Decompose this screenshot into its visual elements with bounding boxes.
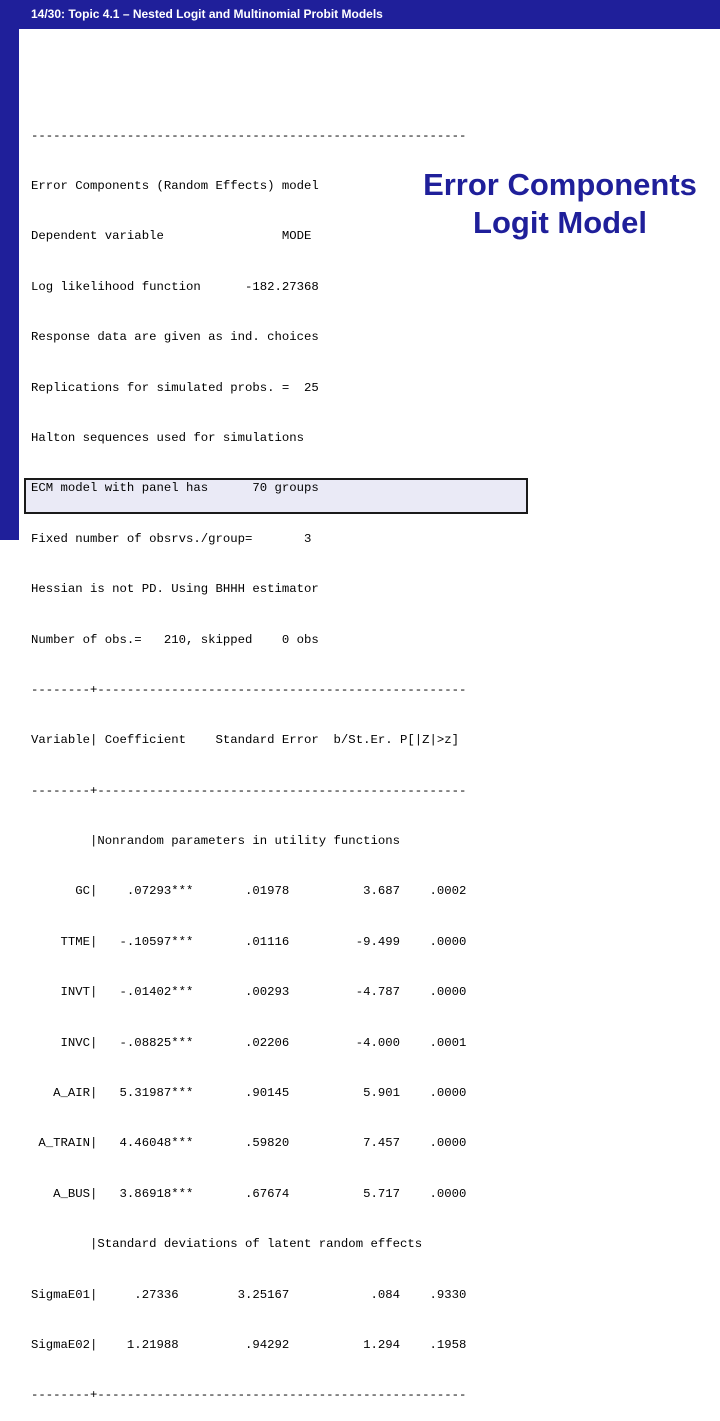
- output-line-response: Response data are given as ind. choices: [31, 330, 319, 345]
- slide-title-line-1: Error Components: [423, 167, 697, 202]
- table-row: A_BUS| 3.86918*** .67674 5.717 .0000: [31, 1186, 467, 1201]
- output-line-loglik: Log likelihood function -182.27368: [31, 279, 319, 294]
- output-line-nobs: Number of obs.= 210, skipped 0 obs: [31, 632, 319, 647]
- output-line-dependent: Dependent variable MODE: [31, 229, 312, 244]
- left-accent-bar: [0, 0, 19, 540]
- table-row: INVT| -.01402*** .00293 -4.787 .0000: [31, 985, 467, 1000]
- output-line-rule: --------+--------------------------------------------------: [31, 682, 467, 697]
- output-section-nonrandom: |Nonrandom parameters in utility functions: [31, 834, 400, 849]
- table-row-sigma-e02: SigmaE02| 1.21988 .94292 1.294 .1958: [31, 1337, 467, 1352]
- output-line-model-title: Error Components (Random Effects) model: [31, 178, 319, 193]
- output-table-header: Variable| Coefficient Standard Error b/St.Er. P[|Z|>z]: [31, 733, 460, 748]
- output-line-halton: Halton sequences used for simulations: [31, 430, 305, 445]
- slide-header: 14/30: Topic 4.1 – Nested Logit and Multinomial Probit Models: [31, 7, 383, 21]
- output-line-hessian: Hessian is not PD. Using BHHH estimator: [31, 582, 319, 597]
- table-row: A_AIR| 5.31987*** .90145 5.901 .0000: [31, 1086, 467, 1101]
- output-line-rule: --------+--------------------------------------------------: [31, 783, 467, 798]
- slide-title: [410, 166, 710, 242]
- table-row: TTME| -.10597*** .01116 -9.499 .0000: [31, 934, 467, 949]
- output-line-groups: ECM model with panel has 70 groups: [31, 481, 319, 496]
- table-row-sigma-e01: SigmaE01| .27336 3.25167 .084 .9330: [31, 1287, 467, 1302]
- model-output: [31, 94, 466, 1421]
- output-line-rule: -----------------------------------------------------------: [31, 128, 467, 143]
- table-row: GC| .07293*** .01978 3.687 .0002: [31, 884, 467, 899]
- table-row: A_TRAIN| 4.46048*** .59820 7.457 .0000: [31, 1136, 467, 1151]
- output-line-replications: Replications for simulated probs. = 25: [31, 380, 319, 395]
- output-line-rule: --------+--------------------------------------------------: [31, 1388, 467, 1403]
- output-line-obs-per-group: Fixed number of obsrvs./group= 3: [31, 531, 312, 546]
- slide-title-line-2: Logit Model: [473, 205, 647, 240]
- table-row: INVC| -.08825*** .02206 -4.000 .0001: [31, 1035, 467, 1050]
- output-section-std-dev: |Standard deviations of latent random effects: [31, 1237, 423, 1252]
